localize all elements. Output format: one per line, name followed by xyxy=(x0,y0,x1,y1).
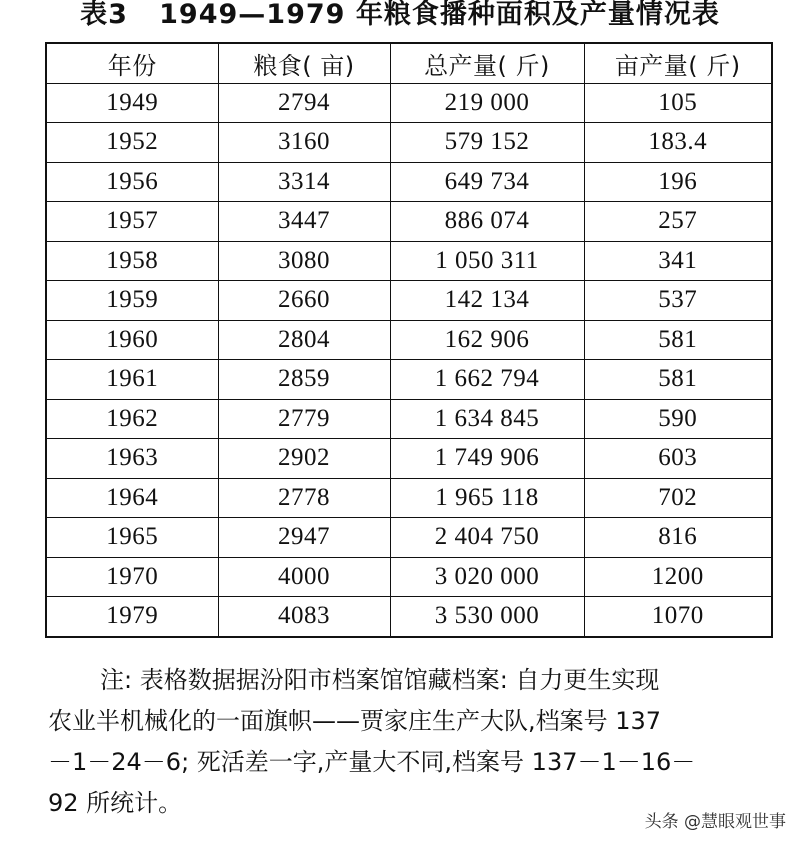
table-row xyxy=(46,241,772,281)
table-number: 表3 xyxy=(80,0,128,30)
cell-total-output: 219 000 xyxy=(390,83,584,123)
table-row xyxy=(46,281,772,321)
cell-total-output: 886 074 xyxy=(390,202,584,242)
cell-year: 1961 xyxy=(46,360,218,400)
table-row xyxy=(46,162,772,202)
cell-total-output: 3 530 000 xyxy=(390,597,584,637)
cell-total-output: 1 662 794 xyxy=(390,360,584,400)
cell-yield-per-mu: 196 xyxy=(584,162,772,202)
cell-year: 1958 xyxy=(46,241,218,281)
cell-total-output: 649 734 xyxy=(390,162,584,202)
cell-yield-per-mu: 183.4 xyxy=(584,123,772,163)
header-area: 粮食( 亩) xyxy=(218,43,390,83)
cell-area: 2902 xyxy=(218,439,390,479)
cell-area: 2804 xyxy=(218,320,390,360)
cell-total-output: 162 906 xyxy=(390,320,584,360)
cell-area: 2660 xyxy=(218,281,390,321)
cell-yield-per-mu: 1200 xyxy=(584,557,772,597)
cell-year: 1960 xyxy=(46,320,218,360)
cell-total-output: 3 020 000 xyxy=(390,557,584,597)
cell-total-output: 1 965 118 xyxy=(390,478,584,518)
cell-yield-per-mu: 702 xyxy=(584,478,772,518)
table-title-text: 1949—1979 年粮食播种面积及产量情况表 xyxy=(159,0,720,30)
cell-yield-per-mu: 816 xyxy=(584,518,772,558)
grain-table xyxy=(45,42,773,638)
cell-area: 4083 xyxy=(218,597,390,637)
cell-year: 1952 xyxy=(46,123,218,163)
note-line: 农业半机械化的一面旗帜——贾家庄生产大队,档案号 137 xyxy=(48,707,662,735)
cell-year: 1963 xyxy=(46,439,218,479)
table-row xyxy=(46,597,772,637)
watermark: 头条 @慧眼观世事 xyxy=(644,812,786,832)
cell-yield-per-mu: 341 xyxy=(584,241,772,281)
cell-area: 2794 xyxy=(218,83,390,123)
note-line: 92 所统计。 xyxy=(48,789,183,817)
table-row xyxy=(46,320,772,360)
table-row xyxy=(46,83,772,123)
cell-total-output: 1 634 845 xyxy=(390,399,584,439)
cell-area: 2947 xyxy=(218,518,390,558)
cell-yield-per-mu: 257 xyxy=(584,202,772,242)
table-row xyxy=(46,399,772,439)
cell-yield-per-mu: 590 xyxy=(584,399,772,439)
table-title xyxy=(0,0,800,36)
cell-year: 1949 xyxy=(46,83,218,123)
table-row xyxy=(46,202,772,242)
cell-area: 3447 xyxy=(218,202,390,242)
table-row xyxy=(46,439,772,479)
cell-total-output: 2 404 750 xyxy=(390,518,584,558)
cell-year: 1957 xyxy=(46,202,218,242)
cell-year: 1979 xyxy=(46,597,218,637)
note-line: 注: 表格数据据汾阳市档案馆馆藏档案: 自力更生实现 xyxy=(100,666,660,694)
header-year: 年份 xyxy=(46,43,218,83)
cell-year: 1962 xyxy=(46,399,218,439)
table-body xyxy=(46,83,772,637)
cell-total-output: 579 152 xyxy=(390,123,584,163)
cell-yield-per-mu: 581 xyxy=(584,360,772,400)
cell-year: 1965 xyxy=(46,518,218,558)
cell-year: 1970 xyxy=(46,557,218,597)
cell-year: 1956 xyxy=(46,162,218,202)
cell-year: 1959 xyxy=(46,281,218,321)
table-row xyxy=(46,478,772,518)
cell-yield-per-mu: 105 xyxy=(584,83,772,123)
cell-area: 4000 xyxy=(218,557,390,597)
table-row xyxy=(46,557,772,597)
header-yield-per-mu: 亩产量( 斤) xyxy=(584,43,772,83)
table-row xyxy=(46,123,772,163)
cell-area: 2779 xyxy=(218,399,390,439)
cell-yield-per-mu: 581 xyxy=(584,320,772,360)
header-total-output: 总产量( 斤) xyxy=(390,43,584,83)
cell-total-output: 1 050 311 xyxy=(390,241,584,281)
cell-area: 3314 xyxy=(218,162,390,202)
table-note xyxy=(48,660,780,824)
table-row xyxy=(46,360,772,400)
cell-total-output: 1 749 906 xyxy=(390,439,584,479)
cell-yield-per-mu: 603 xyxy=(584,439,772,479)
table-row xyxy=(46,518,772,558)
table-header-row xyxy=(46,43,772,83)
cell-area: 2778 xyxy=(218,478,390,518)
cell-yield-per-mu: 1070 xyxy=(584,597,772,637)
cell-total-output: 142 134 xyxy=(390,281,584,321)
cell-year: 1964 xyxy=(46,478,218,518)
cell-area: 3080 xyxy=(218,241,390,281)
cell-area: 3160 xyxy=(218,123,390,163)
note-line: －1－24－6; 死活差一字,产量大不同,档案号 137－1－16－ xyxy=(48,748,696,776)
cell-yield-per-mu: 537 xyxy=(584,281,772,321)
cell-area: 2859 xyxy=(218,360,390,400)
